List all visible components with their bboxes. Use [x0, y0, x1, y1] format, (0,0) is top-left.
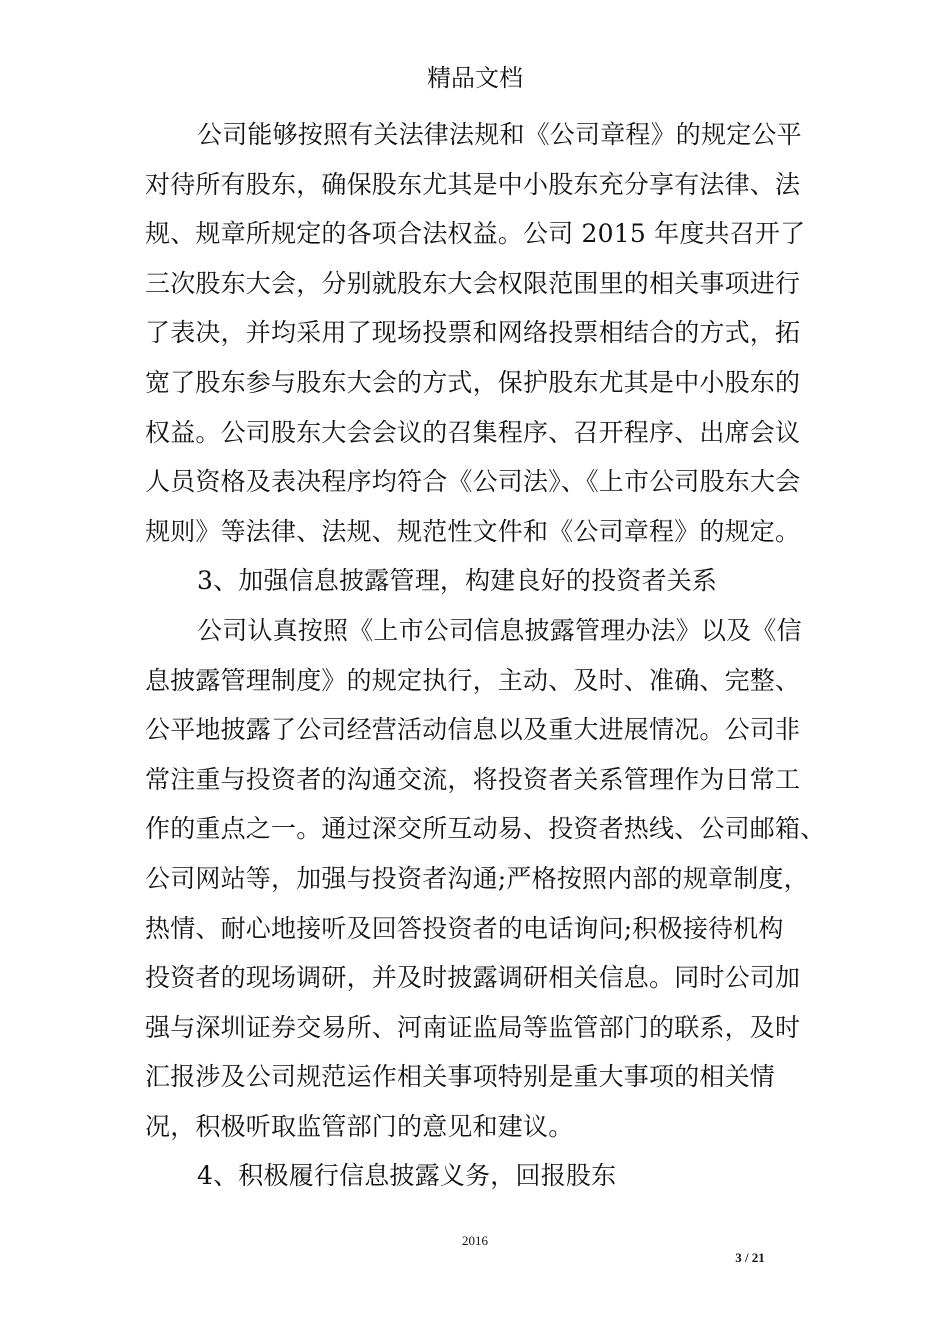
paragraph-line: 对待所有股东，确保股东尤其是中小股东充分享有法律、法 — [145, 169, 801, 199]
paragraph-line: 公平地披露了公司经营活动信息以及重大进展情况。公司非 — [145, 715, 801, 745]
document-body — [145, 118, 826, 1209]
paragraph-line: 投资者的现场调研，并及时披露调研相关信息。同时公司加 — [145, 963, 801, 993]
page-header-title: 精品文档 — [427, 64, 523, 92]
paragraph-line: 权益。公司股东大会会议的召集程序、召开程序、出席会议 — [145, 417, 801, 447]
paragraph-line: 作的重点之一。通过深交所互动易、投资者热线、公司邮箱、 — [145, 814, 826, 844]
section-heading: 4、积极履行信息披露义务，回报股东 — [197, 1161, 617, 1191]
paragraph-line: 三次股东大会，分别就股东大会权限范围里的相关事项进行 — [145, 268, 801, 298]
paragraph-line: 公司网站等，加强与投资者沟通;严格按照内部的规章制度， — [145, 863, 809, 893]
paragraph-line: 汇报涉及公司规范运作相关事项特别是重大事项的相关情 — [145, 1062, 776, 1092]
paragraph-line: 人员资格及表决程序均符合《公司法》、《上市公司股东大会 — [145, 467, 801, 497]
paragraph-line: 息披露管理制度》的规定执行，主动、及时、准确、完整、 — [145, 665, 801, 695]
paragraph-line: 规则》等法律、法规、规范性文件和《公司章程》的规定。 — [145, 516, 801, 546]
paragraph-line: 强与深圳证券交易所、河南证监局等监管部门的联系，及时 — [145, 1012, 801, 1042]
page-number: 3 / 21 — [735, 1250, 765, 1265]
paragraph-line: 公司认真按照《上市公司信息披露管理办法》以及《信 — [197, 615, 802, 645]
paragraph-line: 了表决，并均采用了现场投票和网络投票相结合的方式，拓 — [145, 318, 801, 348]
paragraph-line: 公司能够按照有关法律法规和《公司章程》的规定公平 — [197, 120, 802, 149]
paragraph-line: 况，积极听取监管部门的意见和建议。 — [145, 1111, 574, 1141]
footer-year: 2016 — [462, 1233, 488, 1248]
paragraph-line: 常注重与投资者的沟通交流，将投资者关系管理作为日常工 — [145, 764, 801, 794]
paragraph-line: 宽了股东参与股东大会的方式，保护股东尤其是中小股东的 — [145, 367, 801, 397]
section-heading: 3、加强信息披露管理，构建良好的投资者关系 — [197, 566, 718, 596]
paragraph-line: 热情、耐心地接听及回答投资者的电话询问;积极接待机构 — [145, 913, 784, 943]
paragraph-line: 规、规章所规定的各项合法权益。公司 2015 年度共召开了 — [145, 219, 806, 249]
